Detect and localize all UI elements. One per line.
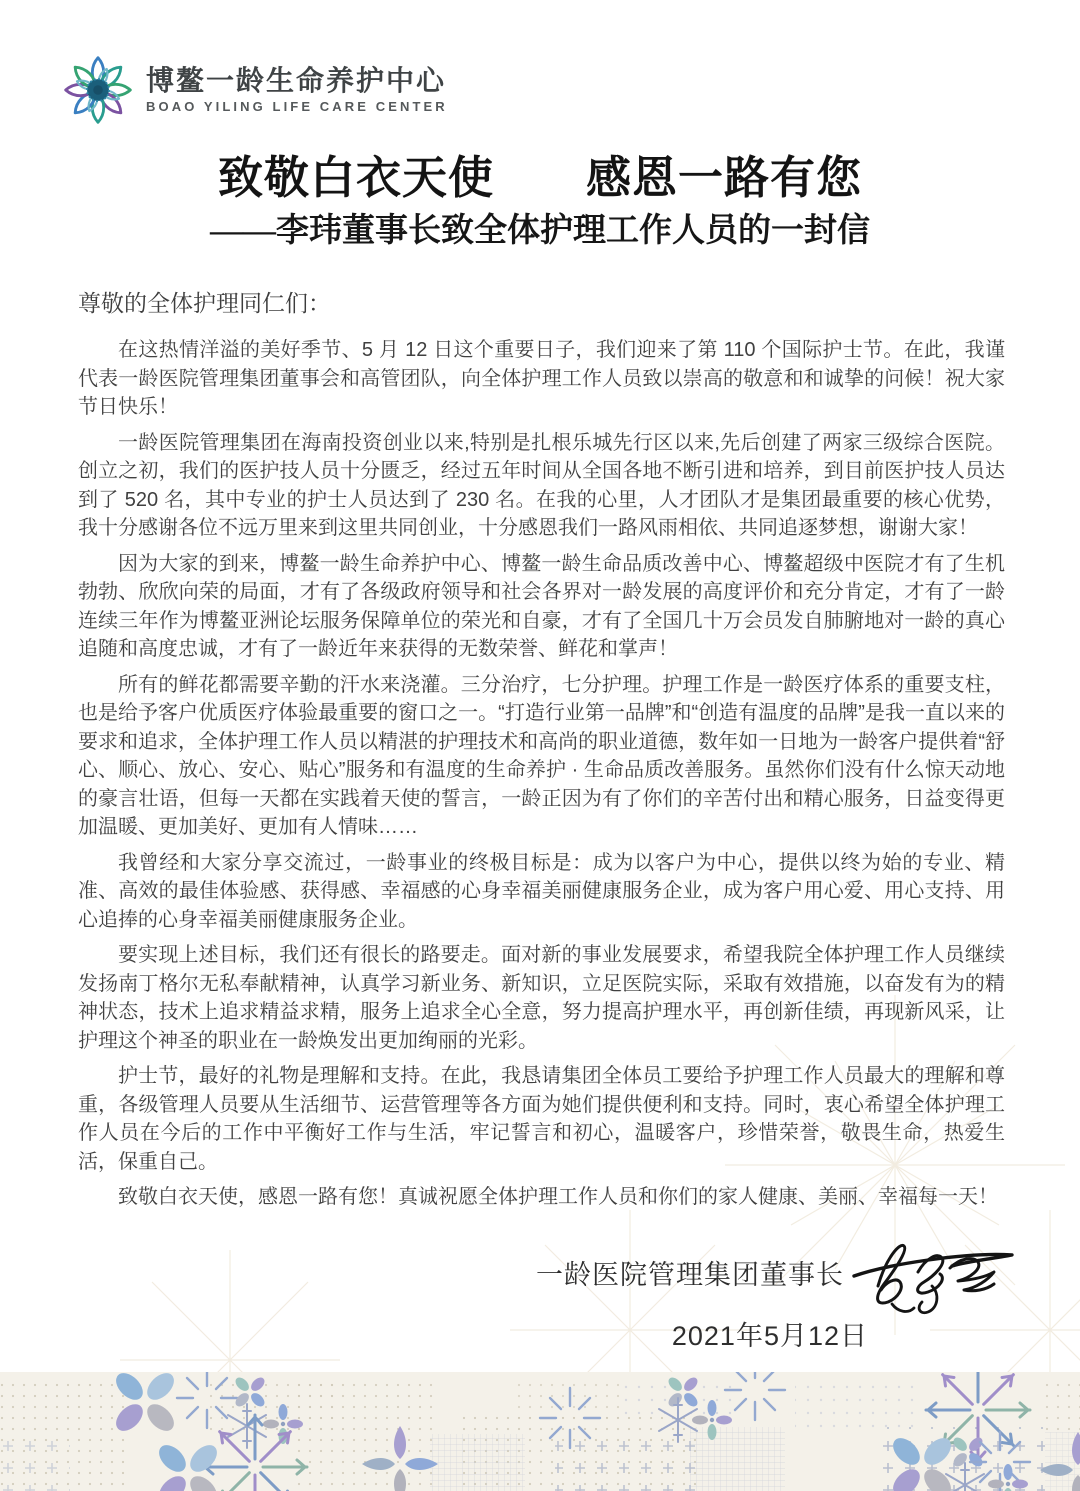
letter-body — [78, 336, 1005, 1212]
letter-paragraph: 在这热情洋溢的美好季节、5 月 12 日这个重要日子，我们迎来了第 110 个国际护士节。在此，我谨代表一龄医院管理集团董事会和高管团队，向全体护理工作人员致以崇高的敬意和和诚挚的问候！祝大家节日快乐！ — [78, 339, 1005, 418]
lotus-flower-logo-icon — [60, 52, 136, 128]
letter-paragraph: 护士节，最好的礼物是理解和支持。在此，我恳请集团全体员工要给予护理工作人员最大的理解和尊重，各级管理人员要从生活细节、运营管理等各方面为她们提供便利和支持。同时，衷心希望全体护理工作人员在今后的工作中平衡好工作与生活，牢记誓言和初心，温暖客户，珍惜荣誉，敬畏生命，热爱生活，保重自己。 — [78, 1065, 1005, 1173]
letter-paragraph: 要实现上述目标，我们还有很长的路要走。面对新的事业发展要求，希望我院全体护理工作人员继续发扬南丁格尔无私奉献精神，认真学习新业务、新知识，立足医院实际，采取有效措施，以奋发有为的精神状态，技术上追求精益求精，服务上追求全心全意，努力提高护理水平，再创新佳绩，再现新风采，让护理这个神圣的职业在一龄焕发出更加绚丽的光彩。 — [78, 944, 1005, 1052]
logo-name-cn: 博鳌一龄生命养护中心 — [146, 65, 447, 96]
letter-paragraph: 致敬白衣天使，感恩一路有您！真诚祝愿全体护理工作人员和你们的家人健康、美丽、幸福每一天！ — [118, 1186, 998, 1208]
letter-date: 2021年5月12日 — [671, 1320, 868, 1351]
salutation: 尊敬的全体护理同仁们： — [78, 290, 331, 316]
letter-paragraph: 一龄医院管理集团在海南投资创业以来,特别是扎根乐城先行区以来,先后创建了两家三级综合医院。创立之初，我们的医护技人员十分匮乏，经过五年时间从全国各地不断引进和培养，到目前医护技人员达到了 520 名，其中专业的护士人员达到了 230 名。在我的心里，人才团队才是集团最重要的核心优势，我十分感谢各位不远万里来到这里共同创业，十分感恩我们一路风雨相依、共同追逐梦想，谢谢大家！ — [78, 431, 1005, 539]
letter-paragraph: 因为大家的到来，博鳌一龄生命养护中心、博鳌一龄生命品质改善中心、博鳌超级中医院才有了生机勃勃、欣欣向荣的局面，才有了各级政府领导和社会各界对一龄发展的高度评价和充分肯定，才有了一龄连续三年作为博鳌亚洲论坛服务保障单位的荣光和自豪，才有了全国几十万会员发自肺腑地对一龄的真心追随和高度忠诚，才有了一龄近年来获得的无数荣誉、鲜花和掌声！ — [78, 552, 1005, 660]
org-logo — [60, 52, 1080, 128]
footer-pattern-art — [0, 1372, 1080, 1491]
logo-name-en: BOAO YILING LIFE CARE CENTER — [146, 99, 448, 114]
chairman-handwritten-signature — [848, 1228, 1018, 1320]
decorative-footer-band — [0, 1372, 1080, 1491]
letter-title: 致敬白衣天使 感恩一路有您 — [217, 153, 862, 203]
signoff-row — [0, 1246, 1018, 1300]
signer-role: 一龄医院管理集团董事长 — [536, 1260, 844, 1290]
letter-paragraph: 我曾经和大家分享交流过，一龄事业的终极目标是：成为以客户为中心，提供以终为始的专业、精准、高效的最佳体验感、获得感、幸福感的心身幸福美丽健康服务企业，成为客户用心爱、用心支持、用心追捧的心身幸福美丽健康服务企业。 — [78, 851, 1005, 931]
letter-paragraph: 所有的鲜花都需要辛勤的汗水来浇灌。三分治疗，七分护理。护理工作是一龄医疗体系的重要支柱，也是给予客户优质医疗体验最重要的窗口之一。“打造行业第一品牌”和“创造有温度的品牌”是我一直以来的要求和追求，全体护理工作人员以精湛的护理技术和高尚的职业道德，数年如一日地为一龄客户提供着“舒心、顺心、放心、安心、贴心”服务和有温度的生命养护 · 生命品质改善服务。虽然你们没有什么惊天动地的豪言壮语，但每一天都在实践着天使的誓言，一龄正因为有了你们的辛苦付出和精心服务，日益变得更加温暖、更加美好、更加有人情味…… — [78, 673, 1005, 838]
letter-subtitle: ——李玮董事长致全体护理工作人员的一封信 — [210, 213, 870, 249]
